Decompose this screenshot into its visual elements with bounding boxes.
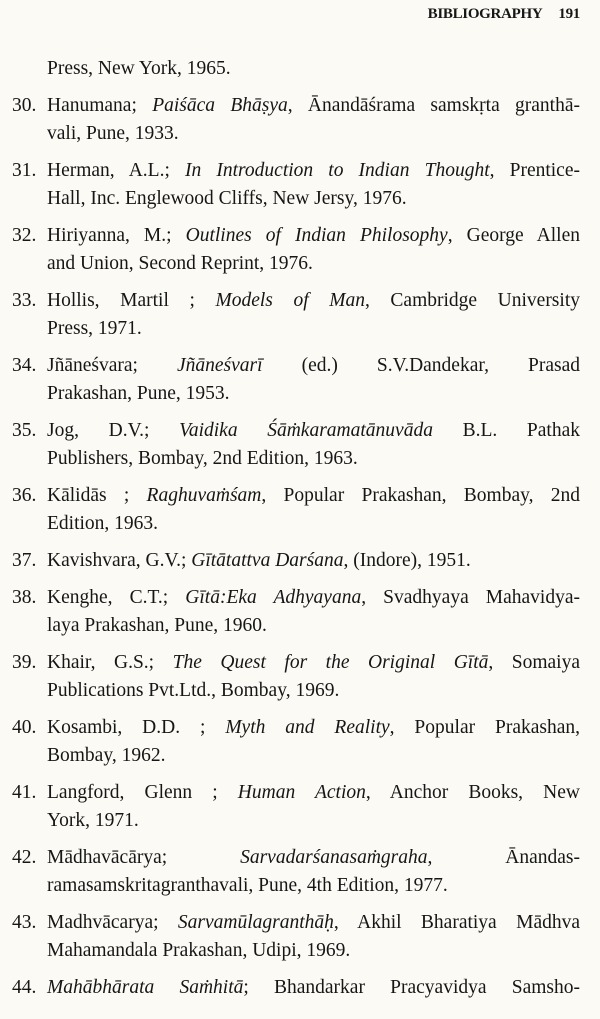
text-line — [12, 909, 580, 937]
citation-text: Bombay, 1962. — [47, 745, 166, 766]
citation-text: Publishers, Bombay, 2nd Edition, 1963. — [47, 448, 358, 469]
citation-text: , Svadhyaya Mahavidya- — [361, 587, 580, 608]
text-line — [12, 779, 580, 807]
entry-number: 32. — [12, 225, 37, 246]
citation-text: , George Allen — [447, 225, 580, 246]
entry-number: 30. — [12, 95, 37, 116]
citation-text: Mahamandala Prakashan, Udipi, 1969. — [47, 940, 351, 961]
bibliography-entry — [12, 844, 580, 900]
text-line — [12, 482, 580, 510]
running-header — [428, 6, 580, 23]
bibliography-entry — [12, 222, 580, 278]
entry-number: 41. — [12, 782, 37, 803]
text-line — [12, 844, 580, 872]
citation-text: laya Prakashan, Pune, 1960. — [47, 615, 267, 636]
text-line — [12, 872, 580, 900]
bibliography-entry — [12, 547, 580, 575]
entry-number: 36. — [12, 485, 37, 506]
text-line — [12, 584, 580, 612]
citation-text: ; Bhandarkar Pracyavidya Samsho- — [243, 977, 580, 998]
title-text: Outlines of Indian Philosophy — [185, 225, 448, 246]
entry-number: 44. — [12, 977, 37, 998]
entry-number: 33. — [12, 290, 37, 311]
bibliography-entry — [12, 352, 580, 408]
title-text: Raghuvaṁśam — [146, 485, 262, 506]
citation-text: , Popular Prakashan, — [389, 717, 580, 738]
entry-number: 34. — [12, 355, 37, 376]
entry-number: 31. — [12, 160, 37, 181]
title-text: Gītā:Eka Adhyayana — [185, 587, 362, 608]
title-text: Sarvadarśanasaṁgraha — [240, 847, 428, 868]
bibliography-entry — [12, 92, 580, 148]
title-text: Vaidika Śāṁkaramatānuvāda — [179, 420, 433, 441]
citation-text: Kavishvara, G.V.; — [47, 550, 192, 571]
citation-text: Publications Pvt.Ltd., Bombay, 1969. — [47, 680, 340, 701]
citation-text: , Ānandāśrama samskṛta granthā- — [287, 95, 580, 116]
entry-number: 40. — [12, 717, 37, 738]
entry-number: 42. — [12, 847, 37, 868]
title-text: Models of Man — [215, 290, 365, 311]
text-line — [12, 92, 580, 120]
text-line — [12, 250, 580, 278]
entry-number: 43. — [12, 912, 37, 933]
text-line — [12, 649, 580, 677]
entry-number: 37. — [12, 550, 37, 571]
bibliography-entry — [12, 417, 580, 473]
text-line — [12, 742, 580, 770]
text-line — [12, 287, 580, 315]
bibliography-entry — [12, 909, 580, 965]
citation-text: , Prentice- — [489, 160, 580, 181]
citation-text: Jñāneśvara; — [47, 355, 177, 376]
title-text: Gītātattva Darśana — [191, 550, 344, 571]
text-line — [12, 807, 580, 835]
citation-text: Herman, A.L.; — [47, 160, 186, 181]
text-line — [12, 547, 580, 575]
citation-text: , Ānandas- — [427, 847, 580, 868]
citation-text: Prakashan, Pune, 1953. — [47, 383, 230, 404]
citation-text: Hiriyanna, M.; — [47, 225, 186, 246]
bibliography-entry — [12, 482, 580, 538]
bibliography-entry — [12, 974, 580, 1002]
text-line — [12, 974, 580, 1002]
citation-text: Press, 1971. — [47, 318, 142, 339]
citation-text: Khair, G.S.; — [47, 652, 173, 673]
title-text: Jñāneśvarī — [177, 355, 263, 376]
text-line — [12, 510, 580, 538]
citation-text: Mādhavācārya; — [47, 847, 241, 868]
entry-number: 35. — [12, 420, 37, 441]
title-text: The Quest for the Original Gītā — [172, 652, 489, 673]
bibliography-list — [12, 55, 580, 1002]
citation-text: Hanumana; — [47, 95, 153, 116]
citation-text: , Somaiya — [488, 652, 580, 673]
citation-text: Langford, Glenn ; — [47, 782, 238, 803]
text-line — [12, 714, 580, 742]
text-line — [12, 677, 580, 705]
title-text: Sarvamūlagranthāḥ — [177, 912, 334, 933]
citation-text: Kosambi, D.D. ; — [47, 717, 226, 738]
text-line — [12, 315, 580, 343]
citation-text: (ed.) S.V.Dandekar, Prasad — [262, 355, 580, 376]
bibliography-entry — [12, 714, 580, 770]
text-line — [12, 612, 580, 640]
citation-text: Press, New York, 1965. — [47, 58, 231, 79]
citation-text: Kālidās ; — [47, 485, 147, 506]
citation-text: , Akhil Bharatiya Mādhva — [333, 912, 580, 933]
entry-number: 38. — [12, 587, 37, 608]
citation-text: Hall, Inc. Englewood Cliffs, New Jersy, 1976. — [47, 188, 407, 209]
title-text: Paiśāca Bhāṣya — [152, 95, 288, 116]
running-title: BIBLIOGRAPHY — [427, 6, 543, 22]
title-text: Human Action — [237, 782, 366, 803]
citation-text: B.L. Pathak — [432, 420, 580, 441]
title-text: In Introduction to Indian Thought — [185, 160, 490, 181]
text-line — [12, 157, 580, 185]
bibliography-entry — [12, 779, 580, 835]
bibliography-entry — [12, 649, 580, 705]
text-line — [12, 445, 580, 473]
bibliography-entry — [12, 584, 580, 640]
bibliography-entry — [12, 157, 580, 213]
citation-text: Hollis, Martil ; — [47, 290, 216, 311]
citation-text: vali, Pune, 1933. — [47, 123, 179, 144]
page-number: 191 — [558, 6, 580, 22]
citation-text: , Popular Prakashan, Bombay, 2nd — [261, 485, 580, 506]
bibliography-entry — [12, 287, 580, 343]
text-line — [12, 380, 580, 408]
text-line — [12, 417, 580, 445]
citation-text: Edition, 1963. — [47, 513, 159, 534]
citation-text: , Cambridge University — [364, 290, 580, 311]
text-line — [12, 352, 580, 380]
citation-text: , Anchor Books, New — [365, 782, 580, 803]
entry-number: 39. — [12, 652, 37, 673]
citation-text: Kenghe, C.T.; — [47, 587, 186, 608]
citation-text: Jog, D.V.; — [47, 420, 180, 441]
text-line — [12, 120, 580, 148]
title-text: Mahābhārata Saṁhitā — [47, 977, 244, 998]
citation-text: ramasamskritagranthavali, Pune, 4th Edition, 1977. — [47, 875, 448, 896]
text-line — [12, 222, 580, 250]
citation-text: York, 1971. — [47, 810, 139, 831]
citation-text: , (Indore), 1951. — [343, 550, 471, 571]
title-text: Myth and Reality — [225, 717, 390, 738]
text-line — [12, 937, 580, 965]
text-line — [12, 55, 580, 83]
citation-text: Madhvācarya; — [47, 912, 178, 933]
text-line — [12, 185, 580, 213]
citation-text: and Union, Second Reprint, 1976. — [47, 253, 313, 274]
